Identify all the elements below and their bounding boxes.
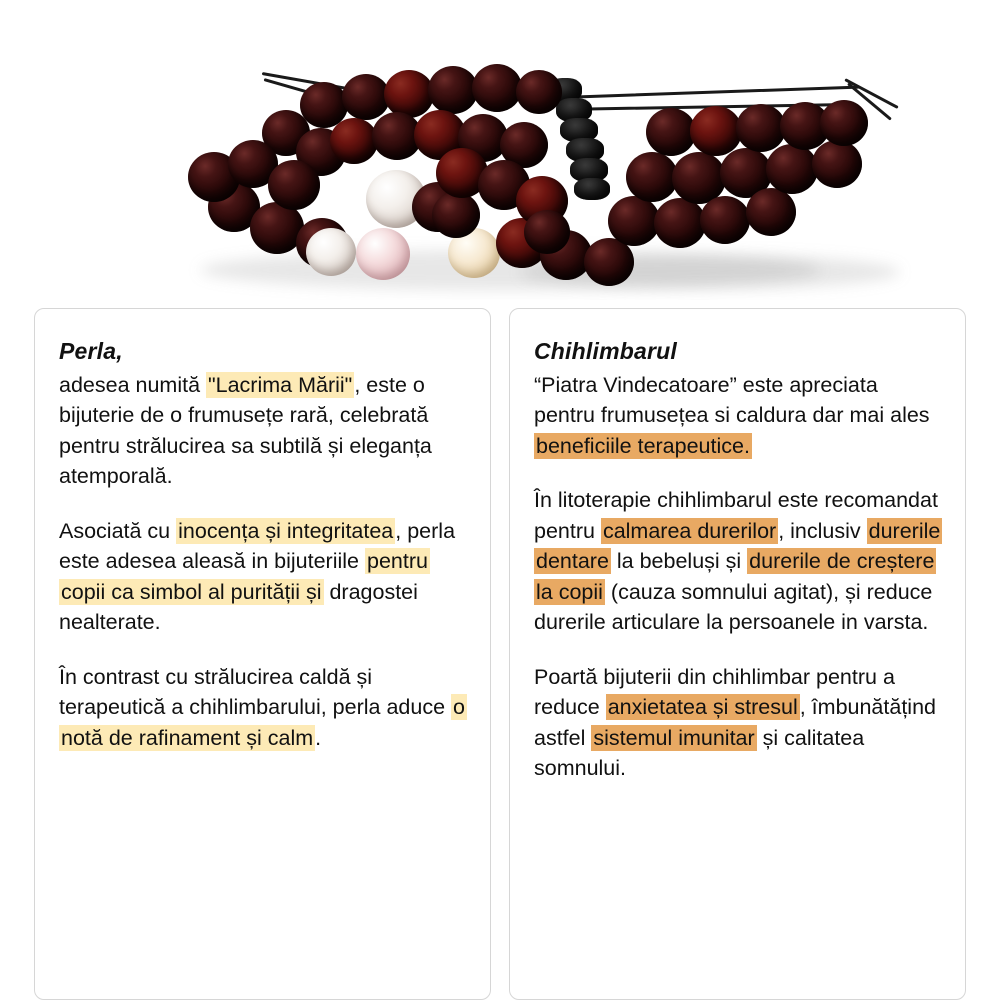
text-run: (cauza somnului agitat), și reduce durerile articulare la persoanele in varsta. <box>534 579 933 635</box>
highlight-run: anxietatea și stresul <box>607 695 798 720</box>
pearl-paragraph-3 <box>59 662 466 754</box>
highlight-run: beneficiile terapeutice. <box>536 433 750 458</box>
text-run: În contrast cu strălucirea caldă și terapeutică a chihlimbarului, perla aduce <box>59 664 452 720</box>
amber-paragraph-1 <box>534 370 941 462</box>
amber-bead <box>766 144 818 194</box>
text-run: și calitatea somnului. <box>534 725 865 781</box>
macrame-knot <box>574 178 610 200</box>
highlight-run: "Lacrima Mării" <box>208 372 353 397</box>
text-run: În litoterapie chihlimbarul este recomandat pentru <box>534 488 938 543</box>
pearl-card <box>34 308 491 1000</box>
pearl-bead <box>356 228 410 280</box>
text-run: , este o bijuterie de o frumusețe rară, celebrată pentru strălucirea sa subtilă și eleganța atemporală. <box>59 372 432 489</box>
text-run: Poartă bijuterii din chihlimbar pentru a reduce <box>534 664 895 720</box>
amber-bead <box>820 100 868 146</box>
amber-bead <box>432 192 480 238</box>
highlight-run: calmarea durerilor <box>602 518 777 543</box>
amber-bead <box>646 108 696 156</box>
amber-bead <box>812 140 862 188</box>
product-photo <box>0 0 1000 300</box>
text-run: la bebeluși și <box>610 549 748 574</box>
text-run: “Piatra Vindecatoare” este apreciata pentru frumusețea si caldura dar mai ales <box>534 372 930 428</box>
amber-bead <box>384 70 434 118</box>
amber-bead <box>654 198 706 248</box>
amber-paragraph-2 <box>534 485 941 638</box>
amber-bead <box>690 106 742 156</box>
text-run: adesea numită <box>59 372 207 397</box>
amber-bead <box>736 104 786 152</box>
text-run: Asociată cu <box>59 518 177 543</box>
highlight-run: inocența și integritatea <box>178 518 394 543</box>
highlight-run: sistemul imunitar <box>593 725 755 750</box>
highlight-run: durerile dentare <box>536 518 941 574</box>
amber-bead <box>342 74 390 120</box>
amber-paragraph-3 <box>534 662 941 784</box>
text-run: , inclusiv <box>778 518 867 543</box>
amber-bead <box>700 196 750 244</box>
amber-card-title: Chihlimbarul <box>534 338 677 364</box>
text-run: , îmbunătățind astfel <box>534 695 936 750</box>
text-run: , perla este adesea aleasă in bijuteriile <box>59 518 456 574</box>
pearl-paragraph-1 <box>59 370 466 492</box>
amber-bead <box>746 188 796 236</box>
amber-bead <box>428 66 478 114</box>
amber-bead <box>472 64 522 112</box>
pearl-bead <box>306 228 356 276</box>
amber-bead <box>516 70 562 114</box>
pearl-card-title: Perla, <box>59 338 123 364</box>
text-run: . <box>315 725 322 750</box>
text-run: dragostei nealterate. <box>59 579 418 635</box>
amber-card <box>509 308 966 1000</box>
amber-bead <box>608 196 660 246</box>
highlight-run: pentru copii ca simbol al purității și <box>61 549 428 604</box>
highlight-run: o notă de rafinament și calm <box>61 695 465 750</box>
amber-bead <box>268 160 320 210</box>
amber-bead <box>330 118 378 164</box>
info-cards <box>0 300 1000 1000</box>
amber-bead <box>626 152 678 202</box>
highlight-run: durerile de creștere la copii <box>536 549 935 604</box>
bracelet-illustration <box>0 0 1000 300</box>
pearl-paragraph-2 <box>59 516 466 638</box>
cord <box>560 86 860 99</box>
amber-bead <box>524 210 570 254</box>
